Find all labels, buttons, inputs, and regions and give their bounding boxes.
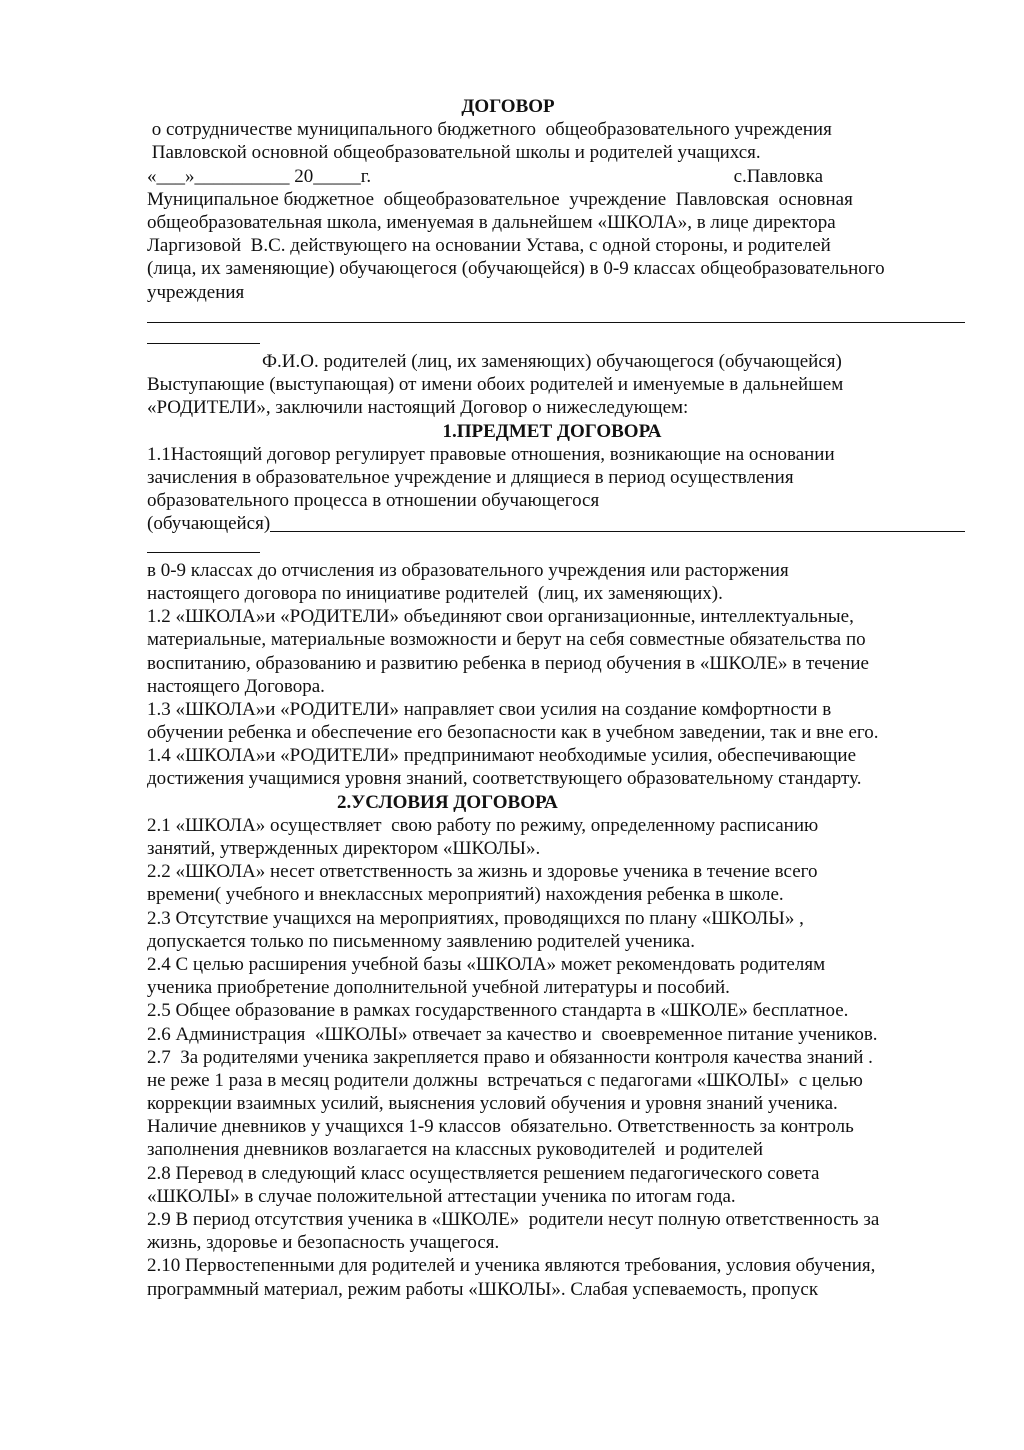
clause-1-4-line-2: достижения учащимися уровня знаний, соответствующего образовательному стандарту.	[147, 768, 862, 790]
document-body	[147, 95, 957, 1301]
clause-2-9-line-1: 2.9 В период отсутствия ученика в «ШКОЛЕ» родители несут полную ответственность за	[147, 1209, 880, 1230]
intro-line-2: общеобразовательная школа, именуемая в дальнейшем «ШКОЛА», в лице директора	[147, 211, 836, 233]
clause-2-7-line-5: заполнения дневников возлагается на классных руководителей и родителей	[147, 1139, 763, 1161]
clause-1-1-line-1: 1.1Настоящий договор регулирует правовые отношения, возникающие на основании	[147, 443, 835, 465]
clause-2-5: 2.5 Общее образование в рамках государственного стандарта в «ШКОЛЕ» бесплатное.	[147, 1000, 849, 1022]
clause-2-2-line-1: 2.2 «ШКОЛА» несет ответственность за жизнь и здоровье ученика в течение всего	[147, 861, 818, 883]
section-1-title: 1.ПРЕДМЕТ ДОГОВОРА	[442, 420, 662, 442]
clause-1-2-line-3: воспитанию, образованию и развитию ребенка в период обучения в «ШКОЛЕ» в течение	[147, 652, 869, 674]
date-place-line	[147, 165, 823, 188]
clause-1-1-line-2: зачисления в образовательное учреждение и длящиеся в период осуществления	[147, 467, 794, 488]
clause-2-7-line-3: коррекции взаимных усилий, выяснения условий обучения и уровня знаний ученика.	[147, 1093, 838, 1115]
clause-1-4-line-1: 1.4 «ШКОЛА»и «РОДИТЕЛИ» предпринимают необходимые усилия, обеспечивающие	[147, 745, 857, 767]
parents-name-blank-line	[147, 304, 957, 327]
clause-1-3-line-2: обучении ребенка и обеспечение его безопасности как в учебном заведении, так и вне его.	[147, 722, 879, 744]
parents-name-blank-continuation	[147, 327, 957, 350]
clause-2-6: 2.6 Администрация «ШКОЛЫ» отвечает за качество и своевременное питание учеников.	[147, 1023, 878, 1045]
intro-line-3: Ларгизовой В.С. действующего на основании Устава, с одной стороны, и родителей	[147, 235, 831, 257]
intro-line-4: (лица, их заменяющие) обучающегося (обучающейся) в 0-9 классах общеобразовательного	[147, 258, 885, 280]
document-title: ДОГОВОР	[461, 96, 555, 117]
clause-1-1-line-4: в 0-9 классах до отчисления из образовательного учреждения или расторжения	[147, 559, 789, 581]
intro-line-5: учреждения	[147, 281, 245, 303]
document-subtitle-line-1: о сотрудничестве муниципального бюджетного общеобразовательного учреждения	[147, 119, 832, 141]
clause-2-2-line-2: времени( учебного и внеклассных мероприятий) нахождения ребенка в школе.	[147, 884, 784, 906]
clause-2-7-line-2: не реже 1 раза в месяц родители должны встречаться с педагогами «ШКОЛЫ» с целью	[147, 1069, 863, 1091]
clause-2-7-line-4: Наличие дневников у учащихся 1-9 классов обязательно. Ответственность за контроль	[147, 1116, 854, 1138]
clause-1-2-line-4: настоящего Договора.	[147, 675, 325, 697]
clause-2-3-line-1: 2.3 Отсутствие учащихся на мероприятиях, проводящихся по плану «ШКОЛЫ» ,	[147, 907, 804, 929]
clause-2-9-line-2: жизнь, здоровье и безопасность учащегося.	[147, 1232, 500, 1254]
document-subtitle-line-2: Павловской основной общеобразовательной школы и родителей учащихся.	[147, 142, 761, 164]
clause-2-8-line-2: «ШКОЛЫ» в случае положительной аттестации ученика по итогам года.	[147, 1185, 736, 1207]
intro-line-1: Муниципальное бюджетное общеобразовательное учреждение Павловская основная	[147, 188, 853, 210]
clause-2-8-line-1: 2.8 Перевод в следующий класс осуществляется решением педагогического совета	[147, 1162, 820, 1184]
clause-2-7-line-1: 2.7 За родителями ученика закрепляется право и обязанности контроля качества знаний .	[147, 1046, 873, 1068]
student-name-blank-continuation	[147, 536, 957, 559]
clause-1-2-line-2: материальные, материальные возможности и берут на себя совместные обязательства по	[147, 629, 866, 651]
place-name: с.Павловка	[733, 165, 823, 187]
clause-2-1-line-1: 2.1 «ШКОЛА» осуществляет свою работу по режиму, определенному расписанию	[147, 814, 819, 836]
clause-2-10-line-1: 2.10 Первостепенными для родителей и ученика являются требования, условия обучения,	[147, 1255, 876, 1277]
clause-2-3-line-2: допускается только по письменному заявлению родителей ученика.	[147, 930, 695, 952]
student-name-blank	[270, 531, 965, 532]
parents-intro-line-1: Выступающие (выступающая) от имени обоих родителей и именуемые в дальнейшем	[147, 374, 844, 396]
clause-2-10-line-2: программный материал, режим работы «ШКОЛЫ». Слабая успеваемость, пропуск	[147, 1278, 819, 1300]
fio-caption: Ф.И.О. родителей (лиц, их заменяющих) обучающегося (обучающейся)	[262, 351, 842, 373]
date-blank: «___»__________ 20_____г.	[147, 165, 372, 187]
clause-1-2-line-1: 1.2 «ШКОЛА»и «РОДИТЕЛИ» объединяют свои организационные, интеллектуальные,	[147, 606, 854, 628]
clause-1-1-line-5: настоящего договора по инициативе родителей (лиц, их заменяющих).	[147, 582, 723, 604]
student-name-blank-line	[147, 512, 957, 535]
clause-2-4-line-2: ученика приобретение дополнительной учебной литературы и пособий.	[147, 977, 730, 999]
clause-2-4-line-1: 2.4 С целью расширения учебной базы «ШКОЛА» может рекомендовать родителям	[147, 953, 826, 975]
clause-1-1-line-3: образовательного процесса в отношении обучающегося	[147, 490, 600, 512]
section-2-title: 2.УСЛОВИЯ ДОГОВОРА	[337, 791, 558, 813]
clause-2-1-line-2: занятий, утвержденных директором «ШКОЛЫ».	[147, 838, 541, 859]
parents-intro-line-2: «РОДИТЕЛИ», заключили настоящий Договор о нижеследующем:	[147, 397, 689, 419]
student-gender-label: (обучающейся)	[147, 513, 271, 535]
clause-1-3-line-1: 1.3 «ШКОЛА»и «РОДИТЕЛИ» направляет свои усилия на создание комфортности в	[147, 698, 832, 720]
